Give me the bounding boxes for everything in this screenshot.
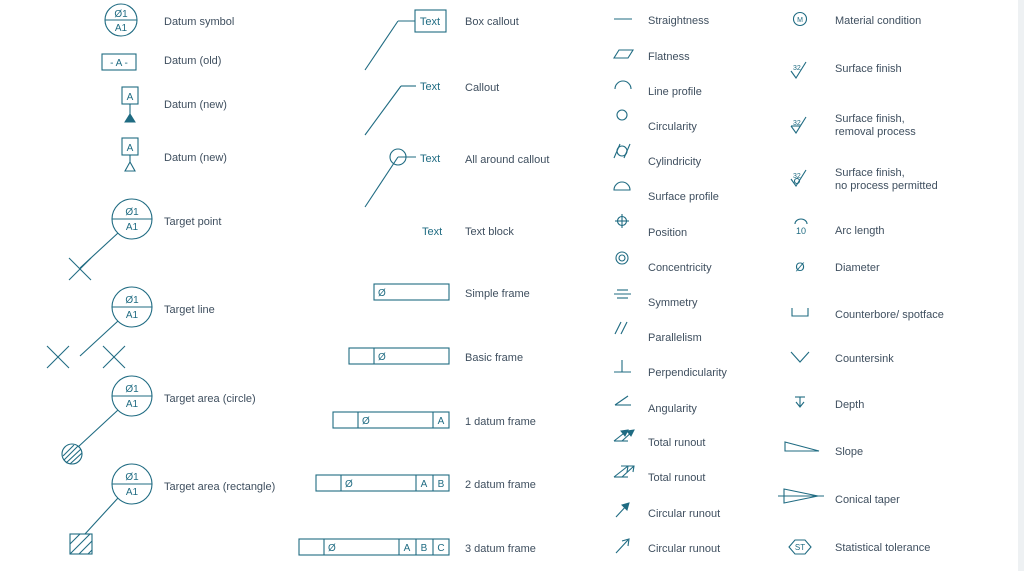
conical-taper-icon[interactable] [778,489,824,503]
shape-datum-new-open[interactable] [122,138,138,171]
position-icon[interactable] [615,214,629,228]
depth-icon[interactable] [795,397,805,407]
circularity-icon[interactable] [617,110,627,120]
shape-datum-old[interactable] [102,54,136,70]
target-point-bottom: A1 [125,222,139,233]
label-one-datum-frame: 1 datum frame [465,416,536,428]
datum-new-letter: A [126,92,134,103]
label-target-point: Target point [164,216,222,228]
label-flatness: Flatness [648,51,690,63]
shape-simple-frame[interactable] [374,284,449,300]
label-callout: Callout [465,82,500,94]
shape-two-datum-frame[interactable] [316,475,449,491]
shape-target-point[interactable] [69,199,152,280]
label-counterbore: Counterbore/ spotface [835,309,944,321]
datum-old-text: - A - [110,58,128,69]
target-circle-bottom: A1 [125,399,139,410]
label-circular-runout-2: Circular runout [648,543,721,555]
label-surface-finish-removal-1: Surface finish, [835,113,905,125]
target-point-top: Ø1 [125,207,139,218]
shape-datum-new-filled[interactable] [122,87,138,122]
label-surface-finish: Surface finish [835,63,902,75]
text-block-text: Text [422,226,443,238]
parallelism-icon[interactable] [615,322,627,334]
label-target-line: Target line [164,304,215,316]
total-runout-open-icon[interactable] [614,466,634,477]
label-material-condition: Material condition [835,15,922,27]
label-conical-taper: Conical taper [835,494,900,506]
surface-finish-icon[interactable] [791,62,806,78]
callout-text: Text [420,81,441,93]
label-total-runout-2: Total runout [648,472,706,484]
simple-frame-dia: Ø [378,288,386,299]
label-line-profile: Line profile [648,86,702,98]
label-basic-frame: Basic frame [465,352,524,364]
label-parallelism: Parallelism [648,332,702,344]
label-text-block: Text block [465,226,514,238]
diameter-glyph: Ø [795,260,805,274]
shape-basic-frame[interactable] [349,348,449,364]
shape-datum-symbol[interactable] [105,4,137,36]
label-target-area-circle: Target area (circle) [164,393,256,405]
total-runout-filled-icon[interactable] [614,430,634,441]
label-total-runout-1: Total runout [648,437,706,449]
box-callout-text: Text [419,16,441,28]
label-countersink: Countersink [835,353,894,365]
label-diameter: Diameter [835,262,880,274]
label-surface-finish-noproc-1: Surface finish, [835,167,905,179]
label-datum-new-2: Datum (new) [164,152,227,164]
target-line-top: Ø1 [125,295,139,306]
label-surface-profile: Surface profile [648,191,719,203]
shape-callout[interactable] [365,81,440,135]
flatness-icon[interactable] [614,50,633,58]
label-slope: Slope [835,446,864,458]
target-circle-top: Ø1 [125,384,139,395]
label-perpendicularity: Perpendicularity [648,367,727,379]
label-arc-length: Arc length [835,225,885,237]
countersink-icon[interactable] [791,352,809,362]
shape-target-area-rectangle[interactable] [70,464,152,554]
statistical-st: ST [794,543,806,552]
three-datum-b: B [420,543,428,554]
all-around-text: Text [420,153,441,165]
target-rect-top: Ø1 [125,472,139,483]
surface-finish-noproc-value: 32 [793,173,801,180]
target-line-bottom: A1 [125,310,139,321]
shape-three-datum-frame[interactable] [299,539,449,555]
label-straightness: Straightness [648,15,710,27]
label-angularity: Angularity [648,403,697,415]
three-datum-c: C [437,543,445,554]
three-datum-dia: Ø [328,543,336,554]
two-datum-dia: Ø [345,479,353,490]
label-concentricity: Concentricity [648,262,712,274]
angularity-icon[interactable] [615,396,631,405]
one-datum-a: A [437,416,445,427]
surface-finish-removal-icon[interactable] [791,117,806,133]
datum-top-text: Ø1 [114,9,128,20]
slope-icon[interactable] [785,442,819,451]
shape-target-area-circle[interactable] [62,376,152,464]
datum-bottom-text: A1 [114,23,128,34]
line-profile-icon[interactable] [615,81,631,89]
label-position: Position [648,227,688,239]
counterbore-icon[interactable] [792,308,808,316]
label-circularity: Circularity [648,121,697,133]
statistical-tolerance-icon[interactable] [789,540,811,554]
two-datum-b: B [437,479,445,490]
label-datum-symbol: Datum symbol [164,16,235,28]
label-circular-runout-1: Circular runout [648,508,721,520]
basic-frame-dia: Ø [378,352,386,363]
label-cylindricity: Cylindricity [648,156,702,168]
shape-target-line[interactable] [47,287,152,368]
arc-length-icon[interactable] [795,219,807,236]
one-datum-dia: Ø [362,416,370,427]
label-datum-old: Datum (old) [164,55,222,67]
label-statistical-tolerance: Statistical tolerance [835,542,931,554]
datum-new-letter-2: A [126,143,134,154]
two-datum-a: A [420,479,428,490]
shape-one-datum-frame[interactable] [333,412,449,428]
cylindricity-icon[interactable] [614,144,630,158]
surface-finish-removal-value: 32 [793,120,801,127]
label-three-datum-frame: 3 datum frame [465,543,536,555]
shape-text-block[interactable] [422,226,442,238]
arc-length-value: 10 [795,226,807,236]
label-depth: Depth [835,399,865,411]
shape-box-callout[interactable] [365,10,446,70]
label-box-callout: Box callout [465,16,519,28]
circular-runout-open-icon[interactable] [616,539,629,553]
target-rect-bottom: A1 [125,487,139,498]
label-simple-frame: Simple frame [465,288,530,300]
window-edge [1018,0,1024,571]
label-surface-finish-removal-2: removal process [835,126,916,138]
label-all-around-callout: All around callout [465,154,550,166]
shape-all-around-callout[interactable] [365,149,440,207]
label-surface-finish-noproc-2: no process permitted [835,180,938,192]
label-target-area-rectangle: Target area (rectangle) [164,481,276,493]
surface-finish-value: 32 [793,65,801,72]
label-datum-new-1: Datum (new) [164,99,227,111]
concentricity-icon[interactable] [616,252,628,264]
three-datum-a: A [403,543,411,554]
surface-finish-no-process-icon[interactable] [791,170,806,186]
label-two-datum-frame: 2 datum frame [465,479,536,491]
diameter-icon[interactable] [795,260,804,274]
material-condition-m: M [797,17,803,24]
material-condition-icon[interactable] [794,13,807,26]
label-symmetry: Symmetry [648,297,698,309]
perpendicularity-icon[interactable] [614,360,631,372]
surface-profile-icon[interactable] [614,182,630,190]
symmetry-icon[interactable] [614,290,631,298]
circular-runout-filled-icon[interactable] [616,503,629,517]
